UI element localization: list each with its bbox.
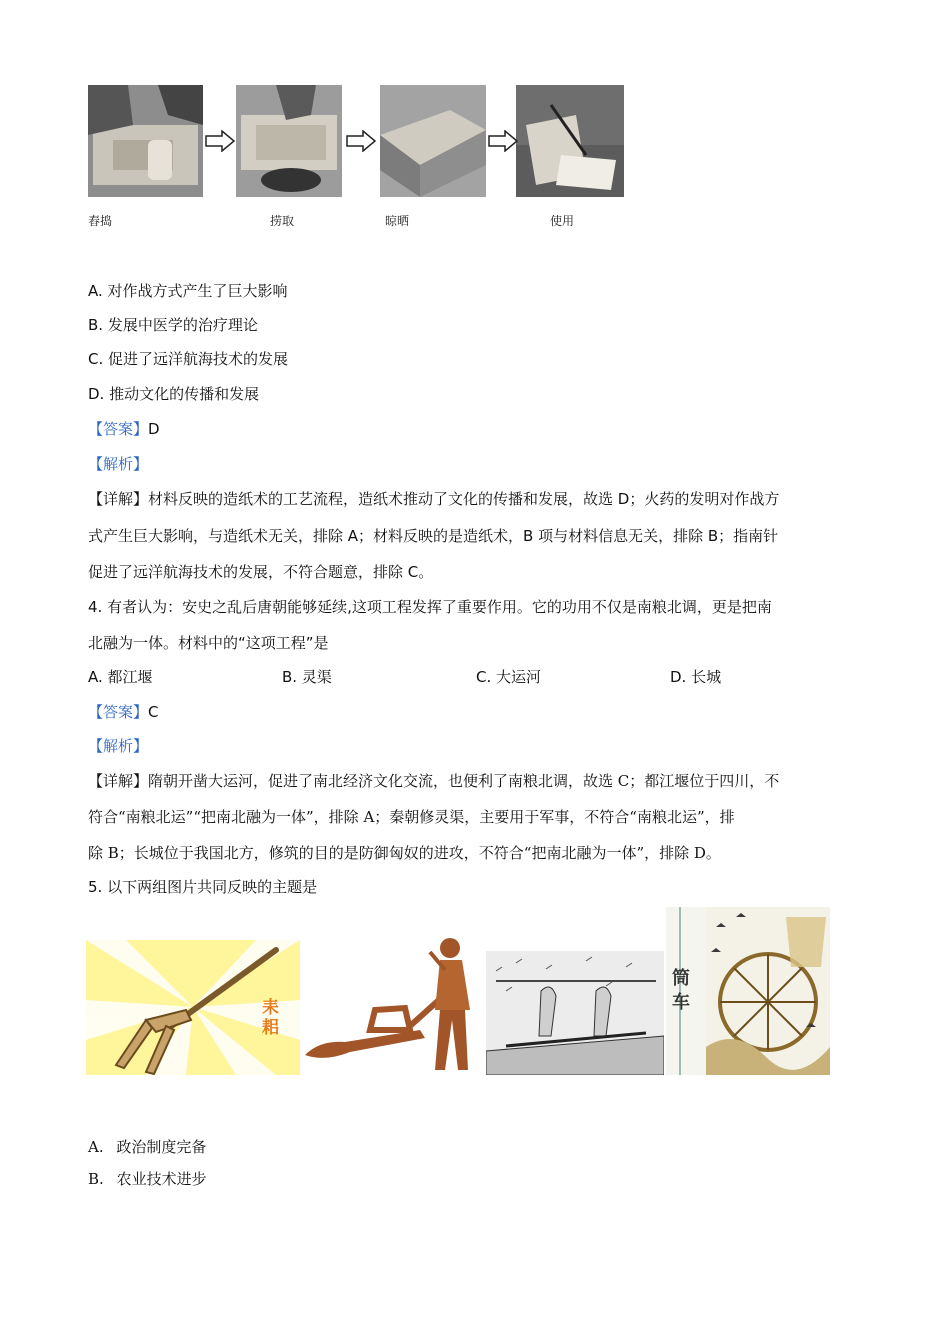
option-letter: C. xyxy=(88,350,104,368)
arrow-icon xyxy=(488,130,518,152)
caption-using: 使用 xyxy=(550,214,575,228)
detail-tag: 【详解】 xyxy=(88,772,149,790)
q4-detail-line-2 xyxy=(88,807,735,827)
option-text: 促进了远洋航海技术的发展 xyxy=(108,350,289,368)
detail-text: 符合“南粮北运”“把南北融为一体”，排除 A；秦朝修灵渠，主要用于军事，不符合“南粮北运”，排 xyxy=(88,808,735,826)
arrow-icon xyxy=(205,130,235,152)
q4-stem-line-1: 4. 有者认为：安史之乱后唐朝能够延续,这项工程发挥了重要作用。它的功用不仅是南粮北调，更是把南 xyxy=(88,598,772,616)
caption-scooping: 捞取 xyxy=(270,214,295,228)
q4-detail-line-3 xyxy=(88,843,721,863)
q4-detail-line-1 xyxy=(88,771,779,791)
q3-option-a xyxy=(88,281,288,301)
drying-photo xyxy=(380,85,486,197)
writing-illustration xyxy=(516,85,624,197)
detail-text: 除 B；长城位于我国北方，修筑的目的是防御匈奴的进攻，不符合“把南北融为一体”，排除 D。 xyxy=(88,844,721,862)
q4-option-d: D. 长城 xyxy=(670,668,722,686)
treadle-illustration xyxy=(486,951,664,1075)
analysis-tag: 【解析】 xyxy=(88,737,149,755)
q4-stem-line-2: 北融为一体。材料中的“这项工程”是 xyxy=(88,634,329,652)
drying-illustration xyxy=(380,85,486,197)
q3-option-c xyxy=(88,349,288,369)
q4-option-b: B. 灵渠 xyxy=(282,668,332,686)
plough-illustration xyxy=(300,930,486,1075)
caption-drying: 晾晒 xyxy=(385,214,410,228)
caption-pounding: 舂捣 xyxy=(88,214,113,228)
option-text: 农业技术进步 xyxy=(116,1170,207,1188)
q3-detail-line-2 xyxy=(88,526,778,546)
q4-analysis-heading xyxy=(88,736,148,756)
q3-detail-line-1 xyxy=(88,489,779,509)
answer-tag: 【答案】 xyxy=(88,703,149,721)
detail-text: 式产生巨大影响，与造纸术无关，排除 A；材料反映的是造纸术，B 项与材料信息无关，排除 B；指南针 xyxy=(88,527,779,545)
analysis-tag: 【解析】 xyxy=(88,455,149,473)
q3-detail-line-3 xyxy=(88,562,433,582)
q3-option-d xyxy=(88,384,259,404)
option-letter: A. xyxy=(88,1138,104,1156)
plough-image xyxy=(300,930,486,1075)
scooping-photo xyxy=(236,85,342,197)
answer-value: C xyxy=(148,703,159,721)
q4-answer xyxy=(88,702,159,722)
option-text: 对作战方式产生了巨大影响 xyxy=(107,282,288,300)
q5-option-a xyxy=(88,1137,206,1157)
answer-tag: 【答案】 xyxy=(88,420,149,438)
option-letter: B. xyxy=(88,316,104,334)
water-wheel-image xyxy=(486,951,664,1075)
tongche-illustration xyxy=(706,907,830,1075)
pounding-photo xyxy=(88,85,203,197)
leisi-label: 耒耜 xyxy=(262,998,279,1038)
option-letter: A. xyxy=(88,282,103,300)
q3-answer xyxy=(88,419,160,439)
q3-analysis-heading xyxy=(88,454,148,474)
leisi-image xyxy=(86,940,300,1075)
using-photo xyxy=(516,85,624,197)
scooping-illustration xyxy=(236,85,342,197)
q5-option-b xyxy=(88,1169,207,1189)
tongche-image xyxy=(666,907,830,1075)
option-letter: D. xyxy=(88,385,105,403)
tongche-label: 筒车 xyxy=(672,968,690,1013)
detail-tag: 【详解】 xyxy=(88,490,149,508)
q4-option-a: A. 都江堰 xyxy=(88,668,153,686)
q4-option-c: C. 大运河 xyxy=(476,668,542,686)
arrow-icon xyxy=(346,130,376,152)
detail-text: 材料反映的造纸术的工艺流程，造纸术推动了文化的传播和发展，故选 D；火药的发明对作战方 xyxy=(148,490,780,508)
answer-value: D xyxy=(148,420,160,438)
detail-text: 隋朝开凿大运河，促进了南北经济文化交流，也便利了南粮北调，故选 C；都江堰位于四川，不 xyxy=(148,772,780,790)
detail-text: 促进了远洋航海技术的发展，不符合题意，排除 C。 xyxy=(88,563,434,581)
q3-option-b xyxy=(88,315,258,335)
pounding-illustration xyxy=(88,85,203,197)
option-text: 推动文化的传播和发展 xyxy=(109,385,260,403)
option-text: 政治制度完备 xyxy=(116,1138,207,1156)
option-letter: B. xyxy=(88,1170,104,1188)
q5-stem: 5. 以下两组图片共同反映的主题是 xyxy=(88,878,318,896)
option-text: 发展中医学的治疗理论 xyxy=(107,316,258,334)
